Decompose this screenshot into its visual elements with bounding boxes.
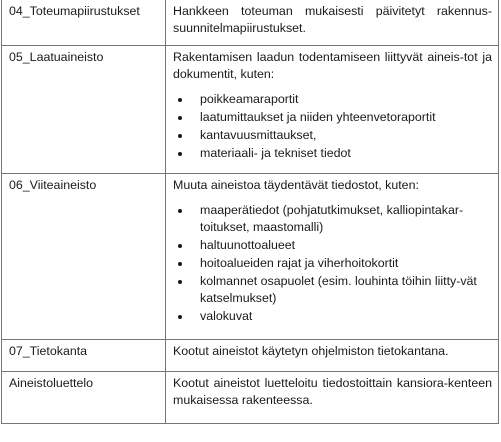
description-text: Muuta aineistoa täydentävät tiedostot, kuten:	[173, 178, 419, 192]
bullet-item	[173, 237, 492, 254]
table-body	[2, 0, 499, 424]
table-row	[2, 174, 499, 340]
description-cell	[166, 174, 499, 340]
bullet-icon	[178, 244, 182, 248]
bullet-text: haltuunottoalueet	[200, 238, 296, 252]
bullet-text: laatumittaukset ja niiden yhteenvetoraportit	[200, 110, 436, 124]
term-cell	[2, 340, 166, 372]
bullet-item	[173, 91, 492, 108]
term-cell	[2, 372, 166, 424]
term-cell	[2, 46, 166, 174]
bullet-icon	[178, 262, 182, 266]
bullet-text: hoitoalueiden rajat ja viherhoitokortit	[200, 256, 399, 270]
description-cell	[166, 340, 499, 372]
bullet-text: kolmannet osapuolet (esim. louhinta töihin liitty-vät katselmukset)	[200, 274, 477, 305]
bullet-list	[173, 91, 492, 162]
term-label: 07_Tietokanta	[9, 344, 88, 358]
bullet-item	[173, 273, 492, 307]
bullet-icon	[178, 315, 182, 319]
term-label: 04_Toteumapiirustukset	[9, 4, 140, 18]
bullet-item	[173, 202, 492, 236]
bullet-icon	[178, 134, 182, 138]
bullet-icon	[178, 152, 182, 156]
bullet-text: maaperätiedot (pohjatutkimukset, kalliopintakar-toitukset, maastomalli)	[200, 203, 464, 234]
description-cell	[166, 0, 499, 46]
bullet-icon	[178, 116, 182, 120]
description-text: Kootut aineistot luetteloitu tiedostoittain kansiora-kenteen mukaisessa rakenteessa.	[173, 376, 492, 407]
description-cell	[166, 46, 499, 174]
term-cell	[2, 0, 166, 46]
table-row	[2, 0, 499, 46]
bullet-icon	[178, 98, 182, 102]
table-row	[2, 372, 499, 424]
bullet-icon	[178, 280, 182, 284]
description-text: Kootut aineistot käytetyn ohjelmiston tietokantana.	[173, 344, 449, 358]
bullet-item	[173, 255, 492, 272]
bullet-list	[173, 202, 492, 325]
bullet-item	[173, 145, 492, 162]
description-cell	[166, 372, 499, 424]
bullet-text: poikkeamaraportit	[200, 92, 299, 106]
bullet-text: valokuvat	[200, 309, 253, 323]
term-label: 05_Laatuaineisto	[9, 50, 104, 64]
description-text: Hankkeen toteuman mukaisesti päivitetyt rakennus-suunnitelmapiirustukset.	[173, 4, 492, 35]
description-text: Rakentamisen laadun todentamiseen liittyvät aineis-tot ja dokumentit, kuten:	[173, 50, 492, 81]
bullet-icon	[178, 209, 182, 213]
table-row	[2, 46, 499, 174]
bullet-item	[173, 127, 492, 144]
bullet-item	[173, 308, 492, 325]
bullet-text: kantavuusmittaukset,	[200, 128, 317, 142]
term-label: Aineistoluettelo	[9, 376, 94, 390]
term-label: 06_Viiteaineisto	[9, 178, 97, 192]
bullet-item	[173, 109, 492, 126]
folder-description-table	[1, 0, 499, 424]
term-cell	[2, 174, 166, 340]
bullet-text: materiaali- ja tekniset tiedot	[200, 146, 351, 160]
table-row	[2, 340, 499, 372]
